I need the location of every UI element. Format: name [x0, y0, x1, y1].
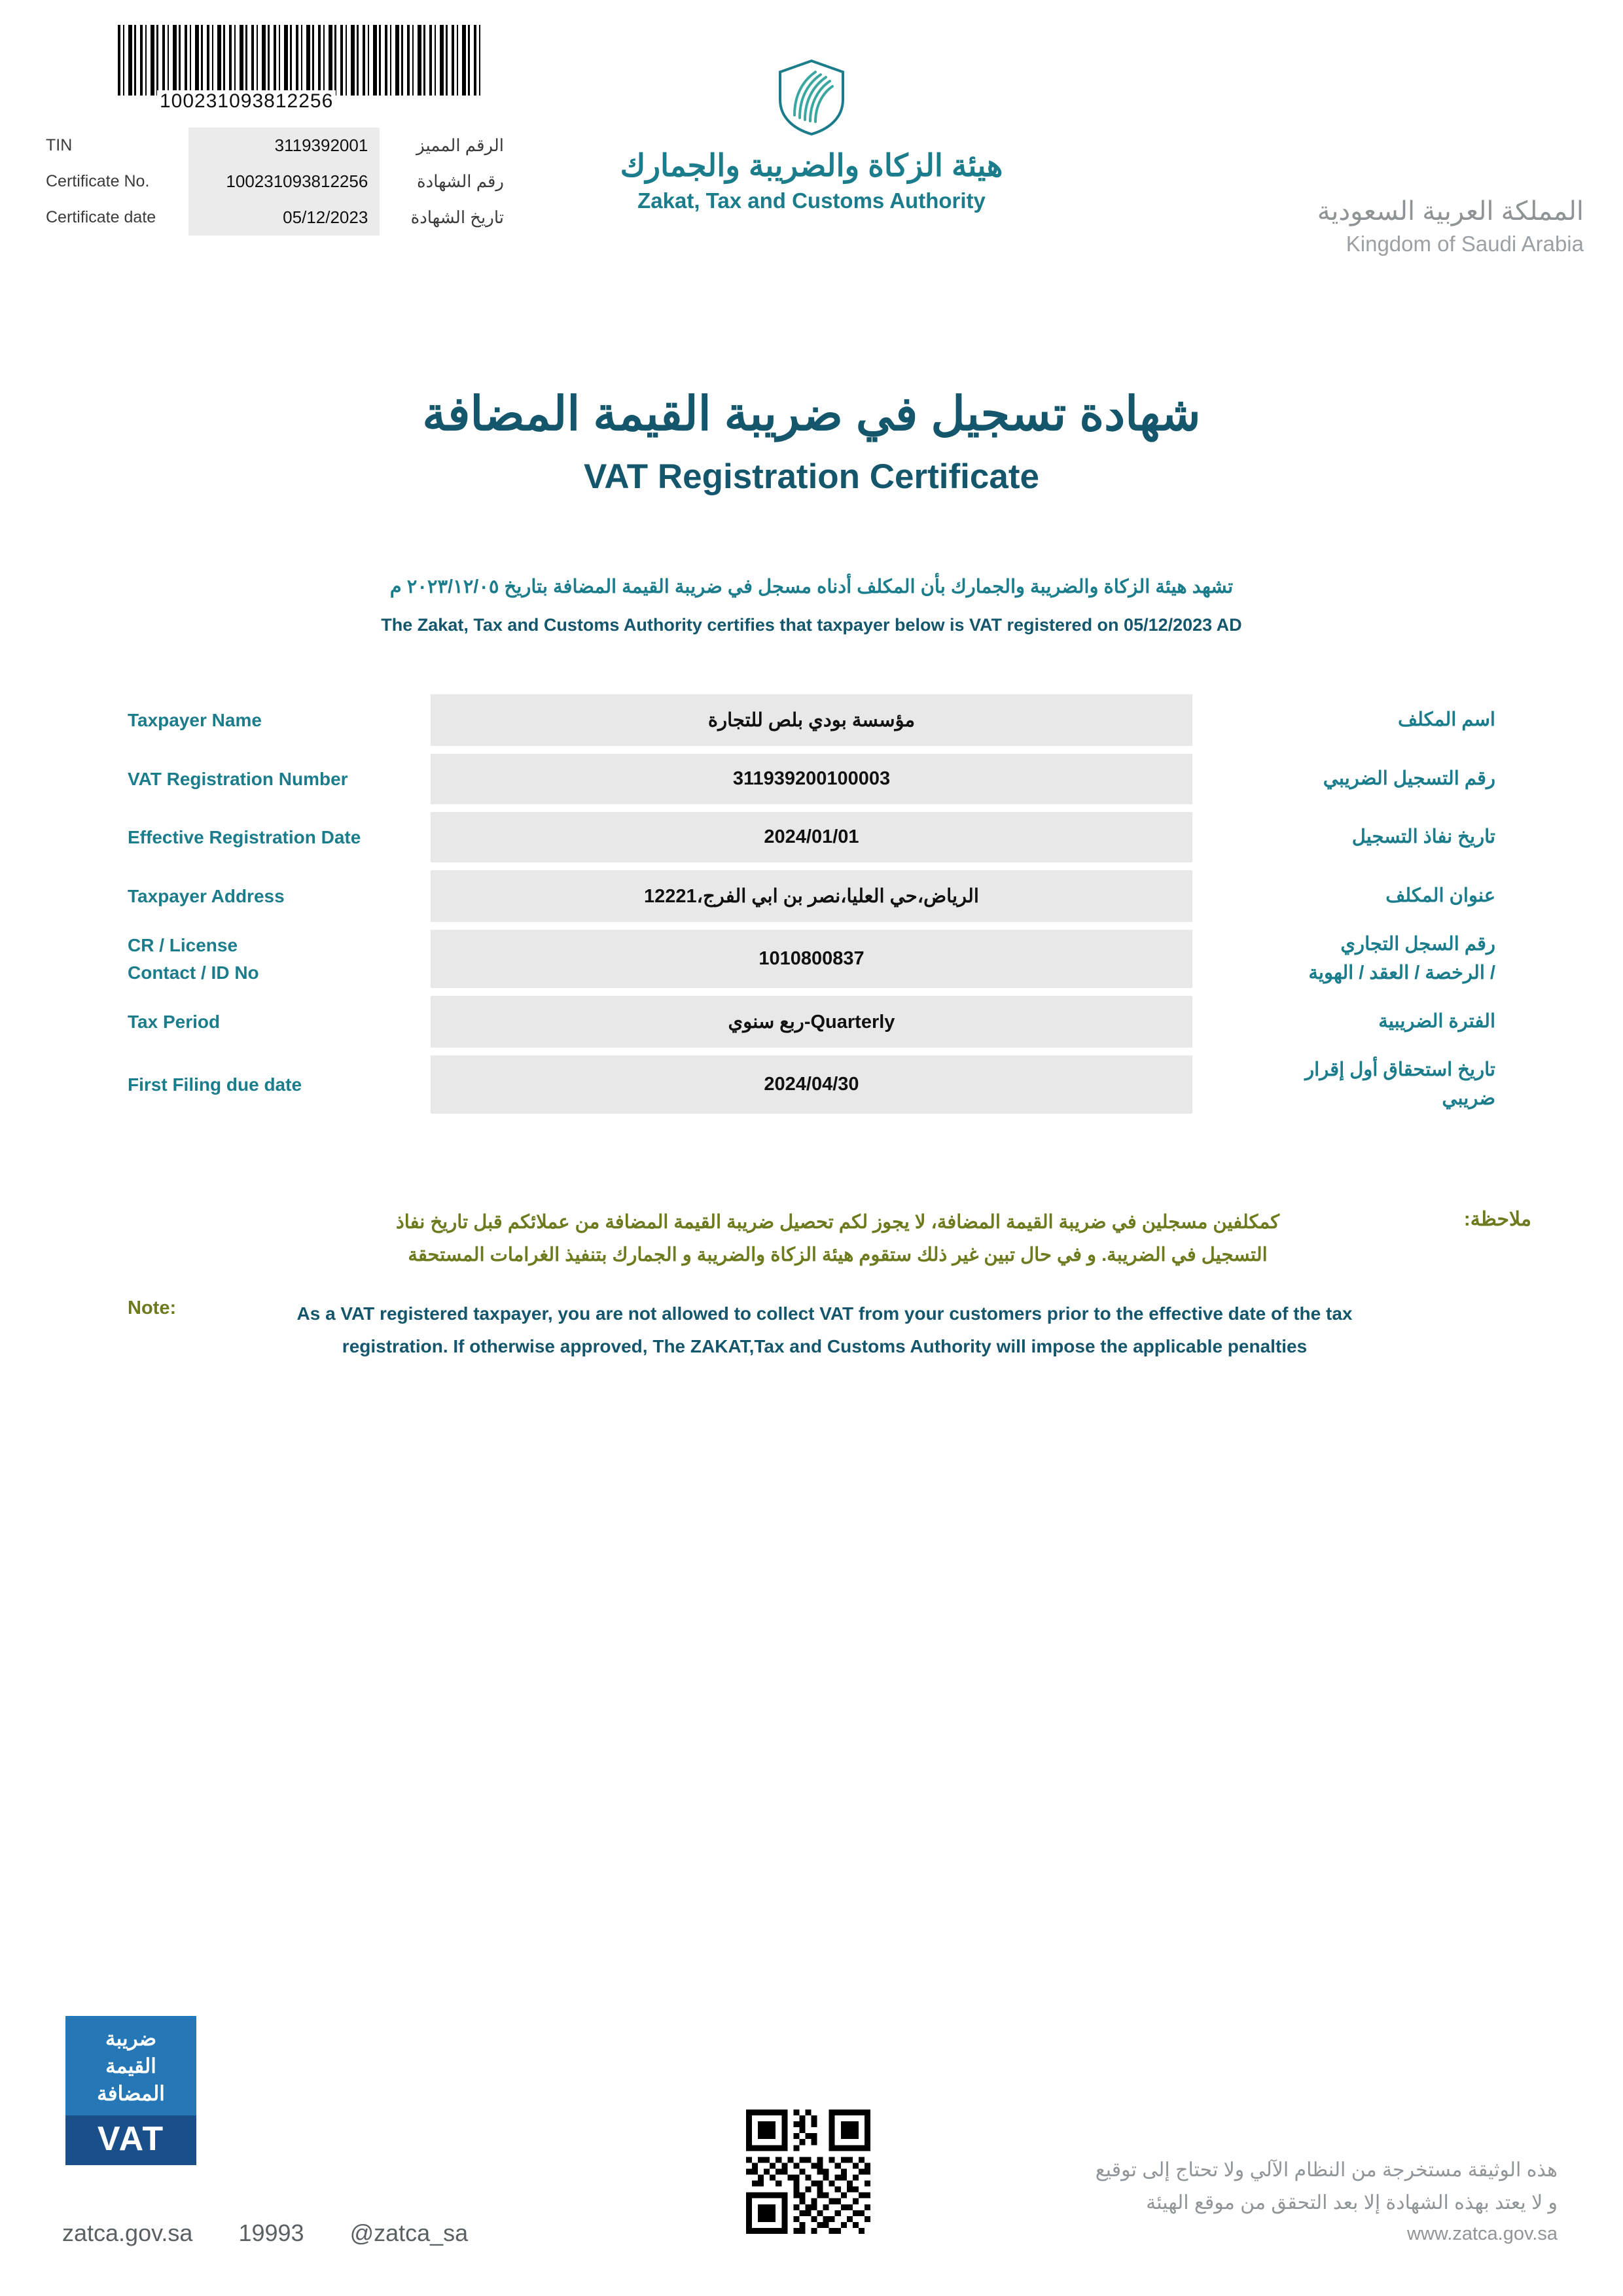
document-header [0, 0, 1623, 301]
note-text-ar [262, 1207, 1414, 1271]
note-label-ar: ملاحظة: [1463, 1209, 1531, 1231]
qr-code-image [746, 2110, 870, 2234]
label-taxpayer-name-ar: اسم المكلف [1397, 709, 1495, 731]
label-first-filing-en: First Filing due date [128, 1074, 302, 1095]
certification-statement-ar: تشهد هيئة الزكاة والضريبة والجمارك بأن المكلف أدناه مسجل في ضريبة القيمة المضافة بتاريخ ٢٠٢٣/١٢/٠٥ م [389, 576, 1234, 598]
authority-name-ar: هيئة الزكاة والضريبة والجمارك [620, 148, 1003, 183]
value-address: الرياض،حي العليا،نصر بن ابي الفرج،12221 [431, 870, 1192, 922]
label-effective-date-en: Effective Registration Date [128, 826, 361, 847]
footer-phone: 19993 [238, 2219, 304, 2246]
page-title-en: VAT Registration Certificate [584, 457, 1039, 497]
note-text-en [249, 1298, 1400, 1364]
authority-name-en: Zakat, Tax and Customs Authority [637, 188, 986, 213]
header-label-certdate-en: Certificate date [46, 208, 156, 226]
kingdom-name-ar: المملكة العربية السعودية [1317, 197, 1584, 226]
taxpayer-details-table [92, 686, 1531, 1122]
vat-logo [65, 2016, 196, 2165]
header-label-certno-en: Certificate No. [46, 172, 150, 190]
label-cr-license-ar-line2: / الرخصة / العقد / الهوية [1308, 962, 1495, 983]
label-first-filing-ar [1192, 1055, 1531, 1114]
authority-block [563, 59, 1060, 213]
note-label-en: Note: [128, 1297, 177, 1318]
kingdom-block [1317, 196, 1584, 256]
label-address-en: Taxpayer Address [128, 885, 285, 906]
certification-statement [0, 575, 1623, 635]
note-block [92, 1207, 1531, 1363]
footer-website[interactable]: zatca.gov.sa [62, 2219, 193, 2246]
label-cr-license-line2: Contact / ID No [128, 962, 259, 983]
vat-logo-ar-line1: ضريبة [105, 2027, 157, 2051]
vat-logo-ar-line2: القيمة [105, 2055, 156, 2078]
kingdom-name-en: Kingdom of Saudi Arabia [1346, 232, 1584, 256]
header-label-tin-en: TIN [46, 136, 73, 154]
table-row [92, 870, 1531, 922]
header-value-certdate: 05/12/2023 [188, 200, 380, 236]
vat-logo-ar-line3: المضافة [97, 2082, 165, 2106]
note-text-ar-line1: كمكلفين مسجلين في ضريبة القيمة المضافة، لا يجوز لكم تحصيل ضريبة القيمة المضافة من عملائكم قبل تاريخ نفاذ [395, 1212, 1280, 1233]
vat-logo-ar-text [65, 2016, 196, 2115]
page-title [0, 386, 1623, 497]
table-row [39, 128, 510, 164]
label-tax-period-en: Tax Period [128, 1011, 221, 1032]
label-vat-number-en: VAT Registration Number [128, 768, 348, 789]
table-row [92, 754, 1531, 804]
footer-disclaimer [1096, 2154, 1558, 2250]
label-effective-date-ar: تاريخ نفاذ التسجيل [1351, 826, 1495, 848]
value-effective-date: 2024/01/01 [431, 812, 1192, 862]
header-value-certno: 100231093812256 [188, 164, 380, 200]
table-row [92, 930, 1531, 988]
header-label-certno-ar: رقم الشهادة [417, 171, 504, 191]
note-ar-row [92, 1207, 1531, 1271]
page-title-ar: شهادة تسجيل في ضريبة القيمة المضافة [422, 388, 1201, 440]
label-vat-number-ar: رقم التسجيل الضريبي [1323, 768, 1495, 790]
value-tax-period: Quarterly-ربع سنوي [431, 996, 1192, 1048]
note-text-ar-line2: التسجيل في الضريبة. و في حال تبين غير ذلك ستقوم هيئة الزكاة والضريبة و الجمارك بتنفيذ الغرامات المستحقة [408, 1244, 1268, 1265]
value-vat-number: 311939200100003 [431, 754, 1192, 804]
table-row [92, 812, 1531, 862]
value-cr-license: 1010800837 [431, 930, 1192, 988]
note-text-en-line2: registration. If otherwise approved, The ZAKAT,Tax and Customs Authority will impose the applicable penalties [342, 1336, 1308, 1357]
label-tax-period-ar: الفترة الضريبية [1378, 1011, 1495, 1033]
note-en-row [92, 1298, 1531, 1364]
qr-code [710, 2074, 906, 2270]
document-footer [0, 1956, 1623, 2296]
label-cr-license-en [92, 930, 431, 988]
header-label-tin-ar: الرقم المميز [416, 135, 504, 155]
value-taxpayer-name: مؤسسة بودي بلص للتجارة [431, 694, 1192, 746]
table-row [39, 200, 510, 236]
zatca-shield-logo-icon [777, 59, 846, 136]
footer-disclaimer-line1: هذه الوثيقة مستخرجة من النظام الآلي ولا تحتاج إلى توقيع [1095, 2159, 1558, 2181]
footer-social-handle[interactable]: @zatca_sa [349, 2219, 469, 2246]
barcode-number: 100231093812256 [157, 90, 336, 113]
label-taxpayer-name-en: Taxpayer Name [128, 709, 262, 730]
label-cr-license-ar-line1: رقم السجل التجاري [1340, 934, 1495, 955]
table-row [92, 1055, 1531, 1114]
table-row [92, 996, 1531, 1048]
certification-statement-en: The Zakat, Tax and Customs Authority certifies that taxpayer below is VAT registered on 05/12/2023 AD [381, 615, 1242, 635]
table-row [92, 694, 1531, 746]
value-first-filing: 2024/04/30 [431, 1055, 1192, 1114]
header-label-certdate-ar: تاريخ الشهادة [410, 207, 504, 227]
note-text-en-line1: As a VAT registered taxpayer, you are not allowed to collect VAT from your customers prior to the effective date of the tax [296, 1303, 1353, 1324]
header-info-table [39, 128, 510, 236]
barcode-bars [118, 25, 484, 96]
vat-logo-en-text: VAT [65, 2115, 196, 2165]
footer-disclaimer-line2: و لا يعتد بهذه الشهادة إلا بعد التحقق من موقع الهيئة [1146, 2191, 1558, 2214]
label-address-ar: عنوان المكلف [1385, 885, 1495, 907]
barcode [118, 25, 484, 113]
header-value-tin: 3119392001 [188, 128, 380, 164]
footer-disclaimer-url: www.zatca.gov.sa [1407, 2223, 1558, 2245]
table-row [39, 164, 510, 200]
label-cr-license-line1: CR / License [128, 934, 238, 955]
label-cr-license-ar [1192, 930, 1531, 988]
label-first-filing-ar-line1: تاريخ استحقاق أول إقرار [1305, 1059, 1495, 1081]
label-first-filing-ar-line2: ضريبي [1442, 1087, 1495, 1109]
footer-links [62, 2219, 468, 2247]
